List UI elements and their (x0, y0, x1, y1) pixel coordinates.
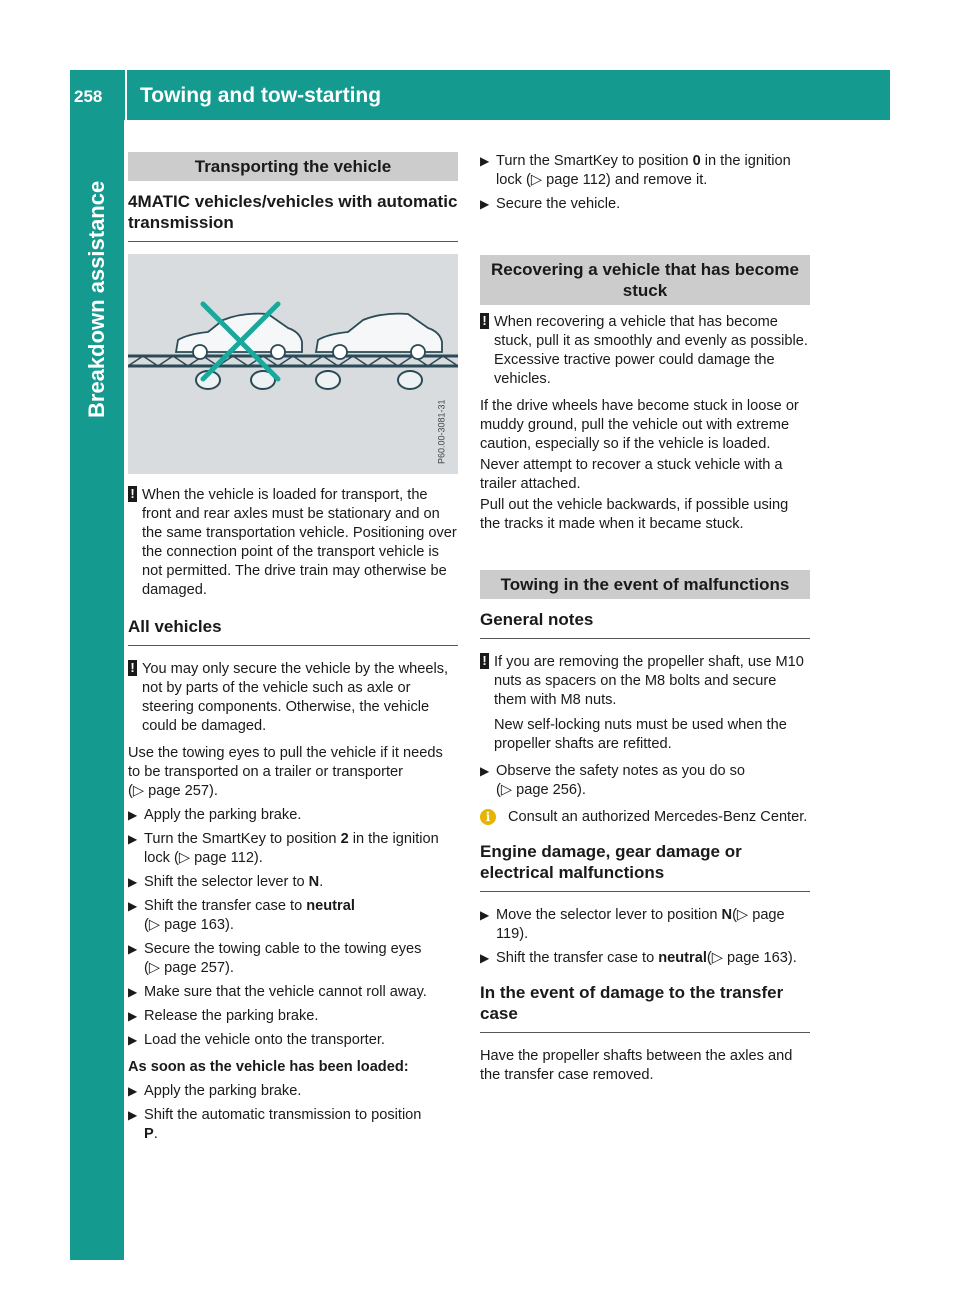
transfer-case-value: neutral (658, 950, 707, 966)
step (128, 897, 458, 935)
info-text: Consult an authorized Mercedes-Benz Center. (508, 809, 808, 825)
step (128, 806, 458, 825)
step (128, 940, 458, 978)
subheading-all-vehicles: All vehicles (128, 616, 458, 646)
section-title-towing-malfunctions: Towing in the event of malfunctions (480, 570, 810, 599)
subheading-4matic: 4MATIC vehicles/vehicles with automatic transmission (128, 191, 458, 242)
warning-icon: ! (480, 313, 489, 329)
page-reference: (▷ page 257). (144, 960, 234, 976)
step-text: in the ignition lock (▷ page 112). (144, 831, 439, 866)
warning-icon: ! (128, 660, 137, 676)
step-text: Shift the selector lever to (144, 874, 309, 890)
selector-value: N (721, 907, 733, 923)
step-text: . (153, 1126, 158, 1142)
step (128, 1007, 458, 1026)
warning-text: New self-locking nuts must be used when the propeller shafts are refitted. (494, 717, 787, 752)
warning-icon: ! (128, 486, 137, 502)
subheading-engine-damage: Engine damage, gear damage or electrical malfunctions (480, 841, 810, 892)
step (128, 1106, 458, 1144)
warning-note (480, 653, 810, 754)
step-text: in the ignition lock (▷ page 112) and remove it. (496, 153, 791, 188)
step-arrow-icon: ▶ (480, 197, 490, 211)
step-arrow-icon: ▶ (128, 832, 138, 846)
section-title-transport: Transporting the vehicle (128, 152, 458, 181)
page-reference: (▷ page 256). (496, 782, 586, 798)
step-text: Secure the vehicle. (496, 196, 621, 212)
step-arrow-icon: ▶ (128, 942, 138, 956)
step-text: Load the vehicle onto the transporter. (144, 1032, 385, 1048)
step-text: Make sure that the vehicle cannot roll away. (144, 984, 427, 1000)
warning-text: When recovering a vehicle that has become stuck, pull it as smoothly and evenly as possible. Excessive tractive power could damage the vehicles. (494, 314, 808, 387)
warning-text: You may only secure the vehicle by the wheels, not by parts of the vehicle such as axle or steering components. Otherwise, the vehicle could be damaged. (142, 661, 449, 734)
step-arrow-icon: ▶ (128, 1033, 138, 1047)
step-arrow-icon: ▶ (128, 1009, 138, 1023)
info-icon: i (480, 809, 496, 825)
warning-note (128, 486, 458, 600)
paragraph (128, 744, 458, 801)
step-arrow-icon: ▶ (128, 985, 138, 999)
paragraph: If the drive wheels have become stuck in loose or muddy ground, pull the vehicle out with extreme caution, especially so if the vehicle is loaded. (480, 398, 799, 452)
bogie-wheels (196, 371, 422, 389)
position-value: 2 (340, 831, 349, 847)
step-text: Observe the safety notes as you do so (496, 763, 746, 779)
figure-code: P60.00-3081-31 (437, 399, 447, 464)
transfer-case-value: neutral (306, 898, 355, 914)
step (480, 195, 810, 214)
step-arrow-icon: ▶ (128, 875, 138, 889)
step-arrow-icon: ▶ (480, 951, 490, 965)
step (128, 1082, 458, 1101)
step-arrow-icon: ▶ (128, 808, 138, 822)
section-title-recovering: Recovering a vehicle that has become stuck (480, 255, 810, 305)
paragraph: Never attempt to recover a stuck vehicle with a trailer attached. (480, 457, 783, 492)
warning-text: If you are removing the propeller shaft, use M10 nuts as spacers on the M8 bolts and secure them with M8 nuts. (494, 654, 804, 708)
car-right (316, 314, 442, 359)
right-column (480, 152, 810, 1087)
paragraph: Pull out the vehicle backwards, if possible using the tracks it made when it became stuck. (480, 497, 789, 532)
warning-text: When the vehicle is loaded for transport, the front and rear axles must be stationary and on the same transportation vehicle. Positioning over the connection point of the transport vehicle is not permitted. The drive train may otherwise be damaged. (142, 487, 457, 598)
step-text: Shift the automatic transmission to position (144, 1107, 422, 1123)
step-text: Move the selector lever to position (496, 907, 722, 923)
step (480, 152, 810, 190)
step-text: Release the parking brake. (144, 1008, 319, 1024)
page-number: 258 (74, 87, 103, 106)
loaded-heading: As soon as the vehicle has been loaded: (128, 1059, 409, 1075)
info-note (480, 808, 810, 827)
step-text: Shift the transfer case to (144, 898, 307, 914)
left-column (128, 152, 458, 1149)
step-text: Turn the SmartKey to position (496, 153, 693, 169)
header-divider (125, 70, 127, 120)
page-reference: (▷ page 163). (144, 917, 234, 933)
warning-note (480, 313, 810, 389)
side-section-label: Breakdown assistance (84, 180, 109, 418)
transport-diagram (128, 254, 458, 474)
step-arrow-icon: ▶ (480, 908, 490, 922)
step (480, 762, 810, 800)
paragraph-text: Use the towing eyes to pull the vehicle if it needs to be transported on a trailer or transporter (128, 745, 443, 780)
step-arrow-icon: ▶ (480, 764, 490, 778)
warning-icon: ! (480, 653, 489, 669)
step-text: Turn the SmartKey to position (144, 831, 341, 847)
step (128, 873, 458, 892)
step (480, 906, 810, 944)
step-text: Shift the transfer case to (496, 950, 659, 966)
step-text: Apply the parking brake. (144, 1083, 302, 1099)
subheading-transfer-case: In the event of damage to the transfer case (480, 982, 810, 1033)
step-text: Apply the parking brake. (144, 807, 302, 823)
step-arrow-icon: ▶ (128, 899, 138, 913)
step-arrow-icon: ▶ (128, 1108, 138, 1122)
thumb-tab (70, 1195, 124, 1245)
step (480, 949, 810, 968)
selector-value: N (308, 874, 320, 890)
step-arrow-icon: ▶ (128, 1084, 138, 1098)
paragraph: Have the propeller shafts between the axles and the transfer case removed. (480, 1048, 793, 1083)
position-value: 0 (692, 153, 701, 169)
step (128, 1031, 458, 1050)
page-reference: (▷ page 257). (128, 783, 218, 799)
warning-note (128, 660, 458, 736)
chapter-title: Towing and tow-starting (140, 84, 382, 107)
car-left (176, 314, 302, 359)
page-reference: (▷ page 163). (706, 950, 797, 966)
step (128, 830, 458, 868)
step-text: . (319, 874, 324, 890)
step (128, 983, 458, 1002)
step-text: Secure the towing cable to the towing eyes (144, 941, 422, 957)
position-value: P (144, 1126, 154, 1142)
page-reference: (▷ page 119). (496, 907, 785, 942)
step-arrow-icon: ▶ (480, 154, 490, 168)
transport-illustration (128, 254, 458, 474)
subheading-general-notes: General notes (480, 609, 810, 639)
